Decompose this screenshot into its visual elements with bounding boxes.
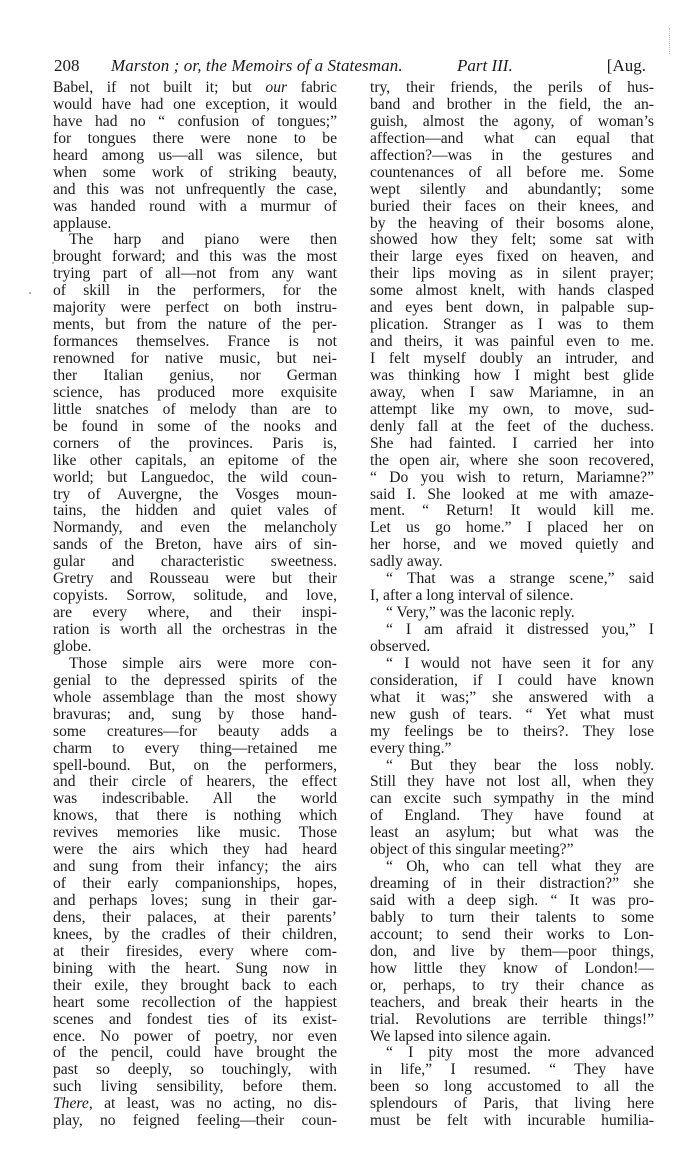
text-line (53, 910, 337, 927)
text-line (370, 724, 654, 741)
text-line (53, 1012, 337, 1029)
text-line (370, 673, 654, 690)
text-line (53, 639, 337, 656)
text-line (370, 351, 654, 368)
text-line (53, 1029, 337, 1046)
text-line (53, 758, 337, 775)
line-text: don, and live by them—poor things, (370, 942, 654, 960)
line-text: “ That was a strange scene,” said (386, 570, 654, 588)
text-line (370, 503, 654, 520)
text-line (370, 961, 654, 978)
text-line (370, 554, 654, 571)
text-line (370, 639, 654, 656)
text-line (53, 774, 337, 791)
text-line (370, 419, 654, 436)
line-text: plication. Stranger as I was to them (370, 316, 654, 334)
text-line (53, 182, 337, 199)
line-text: “ I pity most the more advanced (386, 1044, 654, 1062)
text-line (370, 300, 654, 317)
line-text: Normandy, and even the melancholy (53, 519, 337, 537)
text-line (370, 690, 654, 707)
text-line (370, 97, 654, 114)
text-line (53, 978, 337, 995)
text-line (53, 859, 337, 876)
text-line (53, 470, 337, 487)
text-line (53, 351, 337, 368)
line-text: formances themselves. France is not (53, 333, 337, 351)
text-line (53, 944, 337, 961)
margin-speck (29, 292, 31, 294)
line-text: brought forward; and this was the most (53, 248, 337, 266)
text-line (53, 605, 337, 622)
line-text: sands of the Breton, have airs of sin- (53, 536, 337, 554)
text-line (53, 97, 337, 114)
line-text: denly fall at the feet of the duchess. (370, 417, 654, 435)
text-line (370, 859, 654, 876)
line-text: revives memories like music. Those (53, 824, 337, 842)
text-line (53, 808, 337, 825)
line-text: dens, their palaces, at their parents’ (53, 908, 337, 926)
page-edge-mark (669, 28, 670, 54)
line-text: wept silently and abundantly; some (370, 180, 654, 198)
line-text: said with a deep sigh. “ It was pro- (370, 892, 654, 909)
text-line (370, 520, 654, 537)
text-line (53, 487, 337, 504)
text-line (370, 148, 654, 165)
text-line (370, 199, 654, 216)
line-text: knows, that there is nothing which (53, 807, 337, 825)
text-line (53, 724, 337, 741)
line-text: heart some recollection of the happiest (53, 993, 337, 1011)
line-text: I felt myself doubly an intruder, and (370, 350, 654, 367)
text-line (53, 199, 337, 216)
text-line (370, 182, 654, 199)
text-line (370, 656, 654, 673)
line-text: whole assemblage than the most showy (53, 688, 337, 706)
line-text: Babel, if not built it; but (53, 79, 266, 96)
text-line (370, 249, 654, 266)
line-text: account; to send their works to Lon- (370, 925, 654, 943)
line-text: renowned for native music, but nei- (53, 350, 337, 367)
text-line (53, 825, 337, 842)
text-line (53, 232, 337, 249)
text-line (53, 283, 337, 300)
text-line (53, 656, 337, 673)
text-line (370, 1029, 654, 1046)
line-text: tains, the hidden and quiet vales of (53, 502, 337, 520)
line-text: like other capitals, an epitome of the (53, 451, 337, 469)
line-text: object of this singular meeting?” (370, 841, 574, 859)
line-text: have had no “ confusion of tongues;” (53, 112, 337, 130)
line-text: Gretry and Rousseau were but their (53, 570, 337, 588)
text-line (53, 80, 337, 97)
text-line (370, 1012, 654, 1029)
text-line (53, 300, 337, 317)
line-text: and theirs, it was painful even to me. (370, 333, 654, 351)
line-text: their lips moving as in silent prayer; (370, 265, 654, 283)
text-line (53, 1045, 337, 1062)
text-line (53, 368, 337, 385)
text-line (370, 1062, 654, 1079)
line-text: globe. (53, 637, 92, 655)
text-line (53, 1062, 337, 1079)
line-text: and this was not unfrequently the case, (53, 180, 337, 198)
text-line (370, 588, 654, 605)
line-text: their large eyes fixed on heaven, and (370, 248, 654, 266)
text-line (370, 283, 654, 300)
text-line (53, 520, 337, 537)
line-text: affection?—was in the gestures and (370, 146, 654, 164)
line-text: was thinking how I might best glide (370, 366, 654, 384)
line-text: buried their faces on their knees, and (370, 197, 654, 215)
line-text: trial. Revolutions are terrible things!” (370, 1010, 654, 1028)
text-line (370, 910, 654, 927)
line-text: observed. (370, 637, 431, 655)
text-line (370, 842, 654, 859)
line-text: I, after a long interval of silence. (370, 587, 574, 605)
line-text: applause. (53, 214, 112, 232)
line-text: teachers, and break their hearts in the (370, 993, 654, 1011)
line-text: bably to turn their talents to some (370, 908, 654, 926)
line-text: was indescribable. All the world (53, 790, 337, 808)
line-text: consideration, if I could have known (370, 671, 654, 689)
line-text: and sung from their infancy; the airs (53, 858, 337, 876)
text-line (53, 791, 337, 808)
line-text: must be felt with incurable humilia- (370, 1112, 654, 1130)
line-text: play, no feigned feeling—their coun- (53, 1112, 337, 1130)
line-text: spell-bound. But, on the performers, (53, 756, 337, 774)
text-line (53, 503, 337, 520)
line-text: showed how they felt; some sat with (370, 231, 654, 249)
line-text: genial to the depressed spirits of the (53, 671, 337, 689)
line-text: knees, by the cradles of their children, (53, 925, 337, 943)
text-line (370, 436, 654, 453)
line-text: said I. She looked at me with amaze- (370, 485, 654, 503)
line-text: She had fainted. I carried her into (370, 434, 654, 452)
text-line (370, 537, 654, 554)
text-line (53, 1079, 337, 1096)
text-line (53, 927, 337, 944)
line-text: little snatches of melody than are to (53, 400, 337, 418)
text-line (370, 216, 654, 233)
text-line (370, 791, 654, 808)
line-text: ther Italian genius, nor German (53, 366, 337, 384)
line-text-after: , at least, was no acting, no dis- (88, 1095, 337, 1113)
line-text: Still they have not lost all, when they (370, 773, 654, 791)
line-text: “ I am afraid it distressed you,” I (386, 621, 654, 638)
text-line (53, 707, 337, 724)
text-line (370, 1045, 654, 1062)
line-text: some almost knelt, with hands clasped (370, 282, 654, 300)
line-text: such living sensibility, before them. (53, 1078, 337, 1096)
line-text: majority were perfect on both instru- (53, 299, 337, 317)
line-text: guish, almost the agony, of woman’s (370, 112, 654, 130)
text-line (53, 842, 337, 859)
line-text: countenances of all before me. Some (370, 163, 654, 181)
line-text: try, their friends, the perils of hus- (370, 79, 654, 96)
line-text: are every where, and their inspi- (53, 604, 337, 622)
line-text: and perhaps loves; sung in their gar- (53, 892, 337, 909)
text-line (370, 80, 654, 97)
text-line (370, 334, 654, 351)
line-text: in life,” I resumed. “ They have (370, 1061, 654, 1079)
line-text: world; but Languedoc, the wild coun- (53, 468, 337, 486)
text-line (370, 605, 654, 622)
page-number: 208 (54, 56, 80, 75)
text-line (370, 266, 654, 283)
text-line (53, 216, 337, 233)
text-line (53, 741, 337, 758)
italic-emphasis: There (53, 1095, 89, 1113)
text-line (53, 961, 337, 978)
line-text: Those simple airs were more con- (69, 654, 337, 672)
text-line (53, 266, 337, 283)
text-line (53, 537, 337, 554)
line-text: “ Oh, who can tell what they are (386, 858, 654, 876)
line-text: scenes and fondest ties of its exist- (53, 1010, 337, 1028)
line-text: attempt like my own, to move, sud- (370, 400, 654, 418)
line-text: away, when I saw Mariamne, in an (370, 383, 654, 401)
text-line (370, 1079, 654, 1096)
line-text: bravuras; and, sung by those hand- (53, 705, 337, 723)
line-text: can excite such sympathy in the mind (370, 790, 654, 808)
text-line (370, 1096, 654, 1113)
line-text: We lapsed into silence again. (370, 1027, 552, 1045)
line-text: the open air, where she soon recovered, (370, 451, 654, 469)
text-line (53, 114, 337, 131)
text-line (370, 758, 654, 775)
text-line (53, 419, 337, 436)
line-text: past so deeply, so touchingly, with (53, 1061, 337, 1079)
line-text: of England. They have found at (370, 807, 654, 825)
text-line (370, 808, 654, 825)
running-title: Marston ; or, the Memoirs of a Statesman. (111, 56, 403, 75)
italic-emphasis: our (265, 79, 288, 96)
line-text: and eyes bent down, in palpable sup- (370, 299, 654, 317)
text-line (53, 453, 337, 470)
line-text: “ I would not have seen it for any (386, 654, 654, 672)
line-text: science, has produced more exquisite (53, 383, 337, 401)
line-text: at their firesides, every where com- (53, 942, 337, 960)
line-text: every thing.” (370, 739, 452, 757)
line-text: new gush of tears. “ Yet what must (370, 705, 654, 723)
line-text: dreaming of in their distraction?” she (370, 875, 654, 893)
line-text: sadly away. (370, 553, 443, 571)
line-text: were the airs which they had heard (53, 841, 337, 859)
text-line (53, 893, 337, 910)
text-line (53, 1096, 337, 1113)
left-column (53, 80, 337, 1130)
running-month: [Aug. (606, 56, 646, 75)
line-text: trying part of all—not from any want (53, 265, 337, 283)
text-line (53, 148, 337, 165)
line-text: for tongues there were none to be (53, 129, 337, 147)
line-text: band and brother in the field, the an- (370, 95, 654, 113)
text-line (370, 927, 654, 944)
text-line (370, 825, 654, 842)
line-text: ment. “ Return! It would kill me. (370, 502, 654, 520)
text-line (370, 453, 654, 470)
text-line (53, 131, 337, 148)
text-line (53, 1113, 337, 1130)
text-line (370, 622, 654, 639)
line-text: how little they know of London!— (370, 959, 654, 977)
text-line (370, 995, 654, 1012)
line-text: Let us go home.” I placed her on (370, 519, 654, 537)
text-line (370, 774, 654, 791)
line-text: “ Very,” was the laconic reply. (386, 604, 575, 622)
text-line (370, 876, 654, 893)
text-line (53, 385, 337, 402)
line-text: her horse, and we moved quietly and (370, 536, 654, 554)
right-column (370, 80, 654, 1130)
line-text: of skill in the performers, for the (53, 282, 337, 300)
running-part: Part III. (457, 56, 513, 75)
line-text-after: fabric (287, 79, 337, 96)
line-text: ence. No power of poetry, nor even (53, 1027, 337, 1045)
text-line (53, 690, 337, 707)
line-text: some creatures—for beauty adds a (53, 722, 337, 740)
text-line (370, 165, 654, 182)
line-text: and their circle of hearers, the effect (53, 773, 337, 791)
line-text: affection—and what can equal that (370, 129, 654, 147)
text-line (370, 402, 654, 419)
line-text: when some work of striking beauty, (53, 163, 337, 181)
line-text: “ But they bear the loss nobly. (386, 756, 654, 774)
line-text: splendours of Paris, that living here (370, 1095, 654, 1113)
line-text: ments, but from the nature of the per- (53, 316, 337, 334)
line-text: charm to every thing—retained me (53, 739, 337, 757)
line-text: be found in some of the nooks and (53, 417, 337, 435)
text-line (370, 571, 654, 588)
line-text: their exile, they brought back to each (53, 976, 337, 994)
running-head (54, 55, 646, 77)
text-line (53, 436, 337, 453)
line-text: of their early companionships, hopes, (53, 875, 337, 893)
line-text: what it was;” she answered with a (370, 688, 654, 706)
line-text: gular and characteristic sweetness. (53, 553, 337, 571)
line-text: my feelings be to theirs?. They lose (370, 722, 654, 740)
line-text: or, perhaps, to try their chance as (370, 976, 654, 994)
text-line (370, 385, 654, 402)
text-line (370, 1113, 654, 1130)
line-text: heard among us—all was silence, but (53, 146, 337, 164)
text-line (53, 402, 337, 419)
text-line (370, 114, 654, 131)
line-text: ration is worth all the orchestras in the (53, 621, 337, 638)
text-line (53, 554, 337, 571)
line-text: The harp and piano were then (69, 231, 337, 249)
text-line (53, 334, 337, 351)
line-text: would have had one exception, it would (53, 95, 337, 113)
line-text: was handed round with a murmur of (53, 197, 337, 215)
text-line (53, 165, 337, 182)
text-line (53, 876, 337, 893)
text-line (370, 893, 654, 910)
text-line (53, 588, 337, 605)
text-line (370, 368, 654, 385)
text-line (370, 978, 654, 995)
text-line (370, 741, 654, 758)
line-text: been so long accustomed to all the (370, 1078, 654, 1096)
text-line (53, 317, 337, 334)
text-line (53, 571, 337, 588)
text-line (53, 622, 337, 639)
line-text: of the pencil, could have brought the (53, 1044, 337, 1062)
line-text: by the heaving of their bosoms alone, (370, 214, 654, 232)
line-text: try of Auvergne, the Vosges moun- (53, 485, 337, 503)
text-line (53, 673, 337, 690)
text-line (370, 944, 654, 961)
text-line (53, 249, 337, 266)
text-line (370, 317, 654, 334)
line-text: bining with the heart. Sung now in (53, 959, 337, 977)
text-line (370, 232, 654, 249)
text-line (370, 487, 654, 504)
text-line (370, 707, 654, 724)
text-line (370, 470, 654, 487)
line-text: “ Do you wish to return, Mariamne?” (370, 468, 654, 486)
line-text: copyists. Sorrow, solitude, and love, (53, 587, 337, 605)
text-line (370, 131, 654, 148)
line-text: least an asylum; but what was the (370, 824, 654, 842)
text-line (53, 995, 337, 1012)
line-text: corners of the provinces. Paris is, (53, 434, 337, 452)
